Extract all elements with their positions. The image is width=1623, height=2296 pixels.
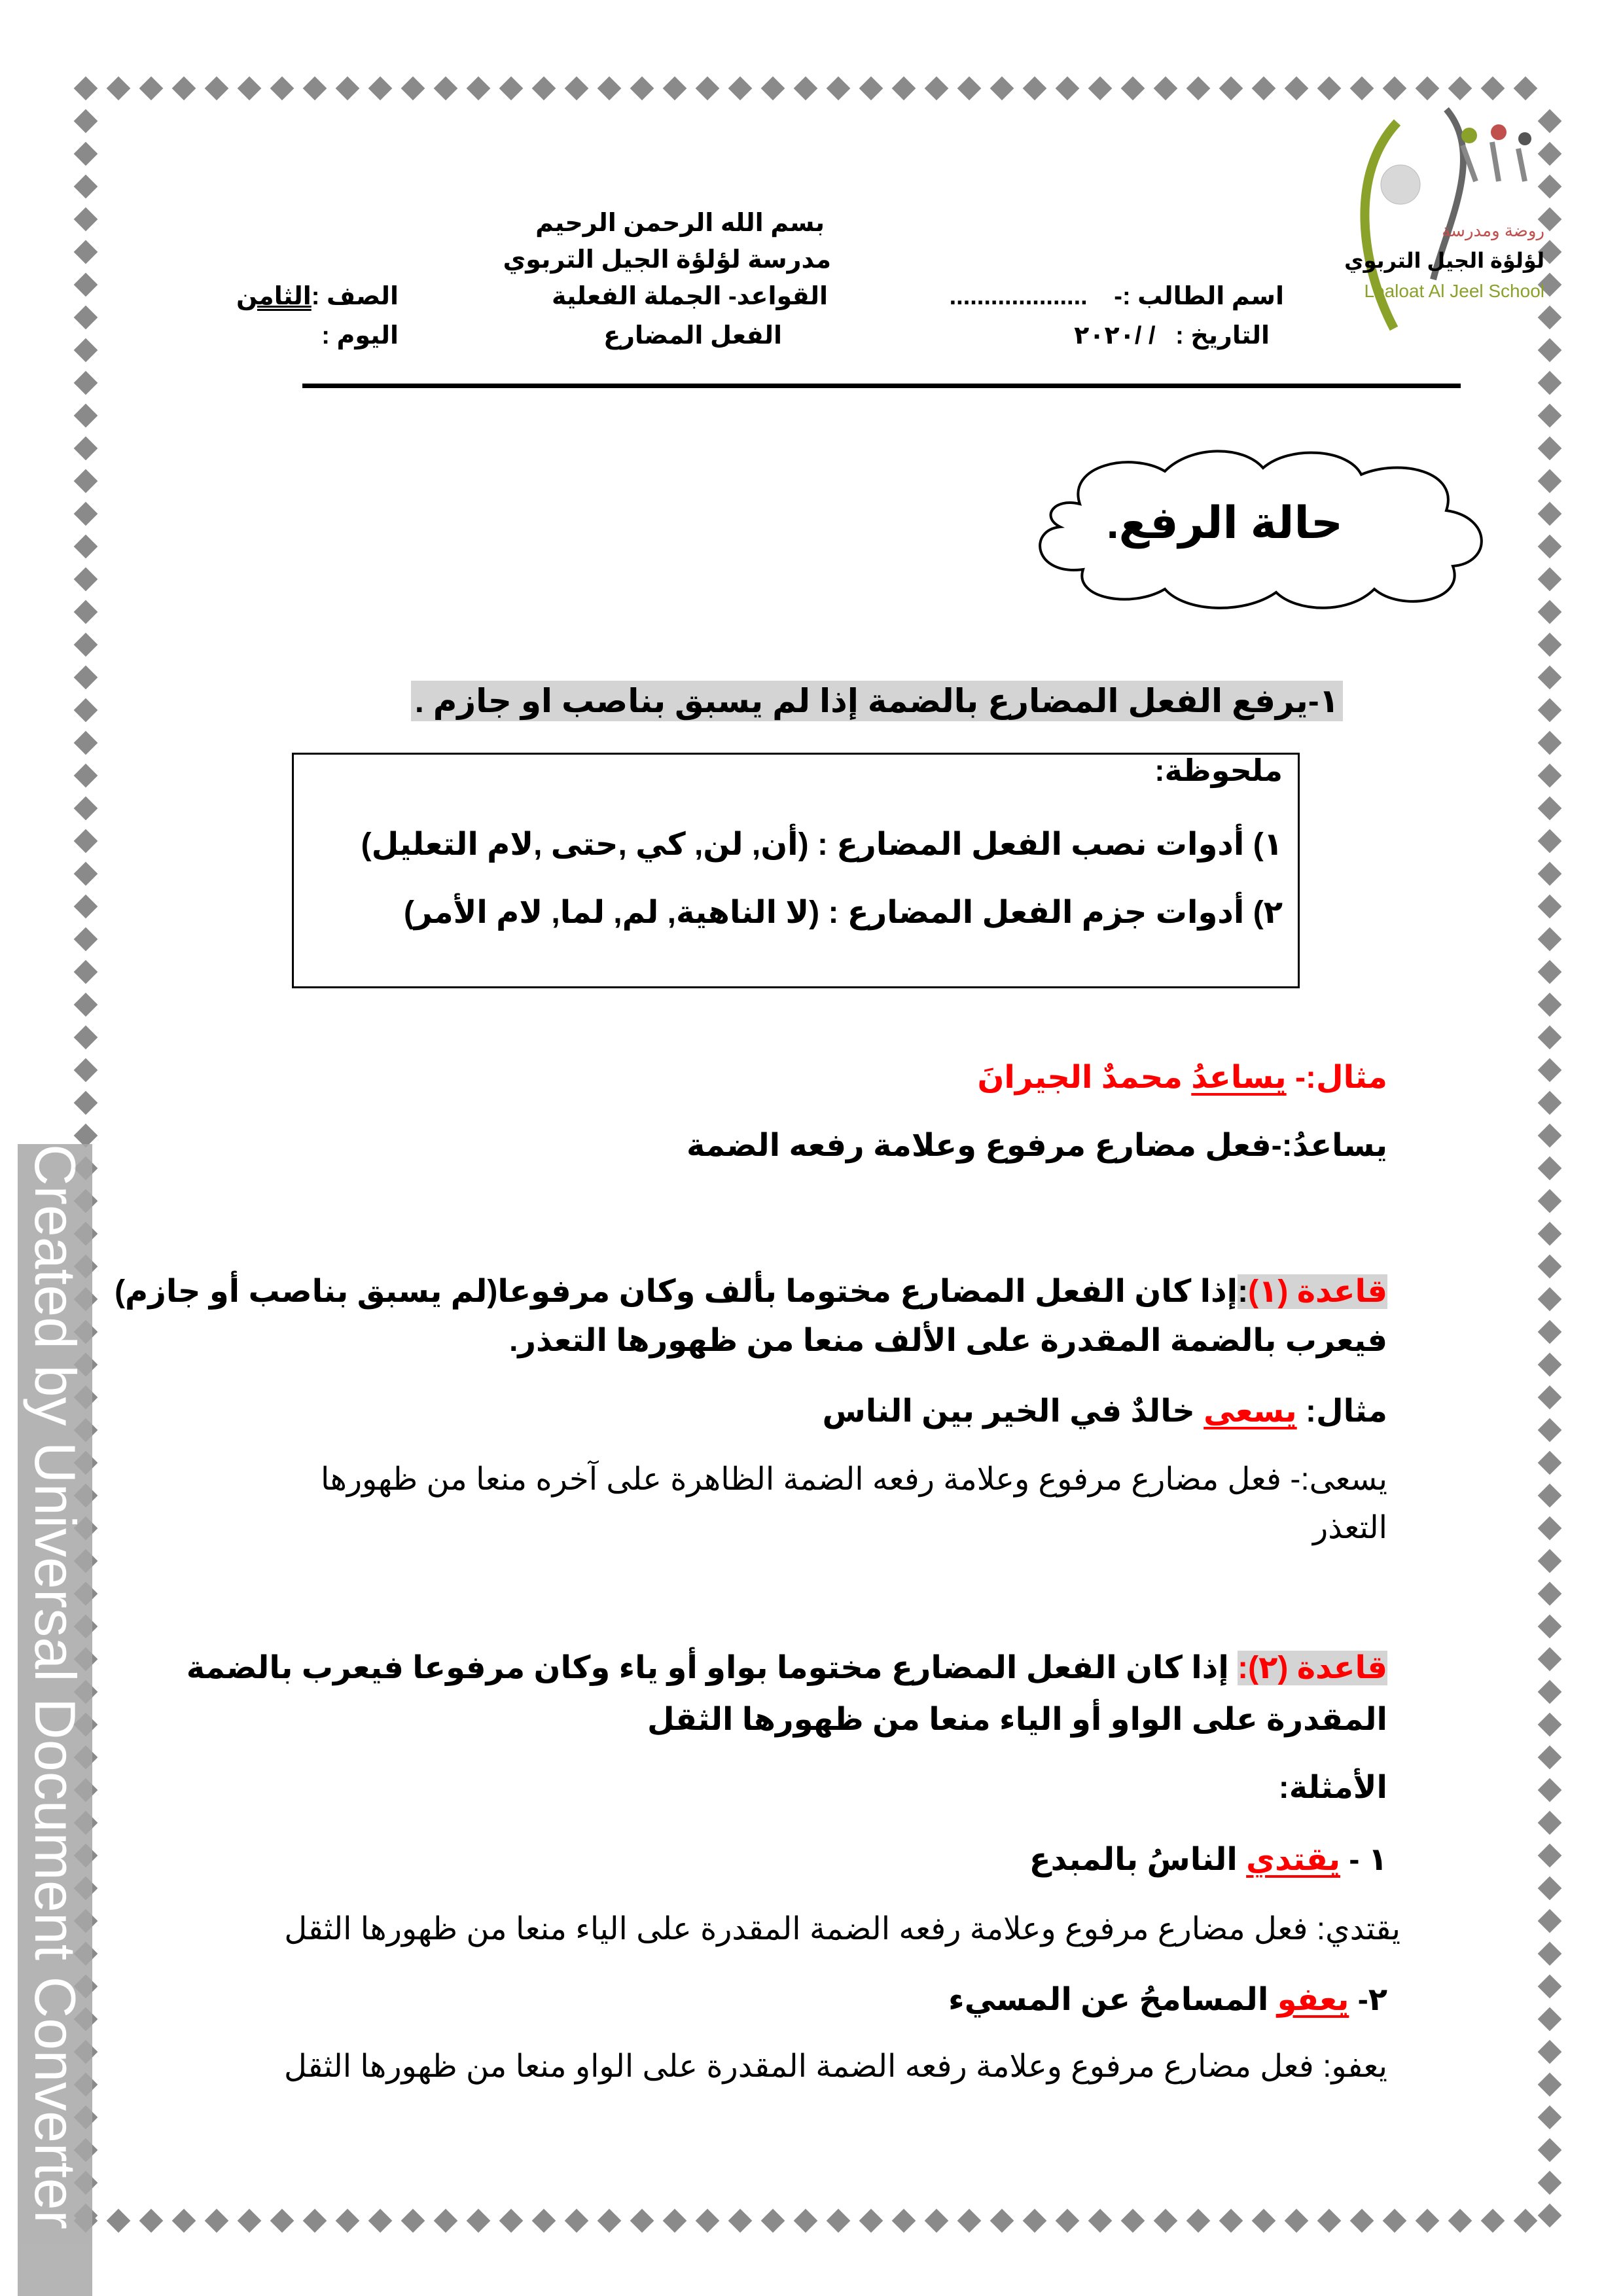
border-diamond-icon [401, 77, 425, 101]
student-name-field[interactable] [950, 281, 1284, 311]
note-item-2-value: (لا الناهية, لم, لما, لام الأمر) [404, 895, 820, 930]
rule-a-parse2: التعذر [1313, 1511, 1387, 1545]
border-diamond-icon [1088, 77, 1113, 101]
border-diamond-icon [1538, 1778, 1562, 1803]
border-diamond-icon [728, 2209, 753, 2233]
border-diamond-icon [1056, 2209, 1080, 2233]
rule-a-example-rest: خالدٌ في الخير بين الناس [822, 1394, 1204, 1429]
border-diamond-icon [1186, 2209, 1211, 2233]
school-logo [1335, 96, 1544, 332]
rule-b-label-text: قاعدة (٢) [1248, 1651, 1387, 1685]
border-diamond-icon [74, 502, 98, 526]
border-diamond-icon [1121, 77, 1145, 101]
example1-rest: محمدٌ الجيرانَ [977, 1060, 1192, 1095]
examples-title: الأمثلة: [1278, 1770, 1387, 1805]
border-diamond-icon [499, 2209, 524, 2233]
border-diamond-icon [303, 77, 327, 101]
border-diamond-icon [1056, 77, 1080, 101]
border-diamond-icon [1481, 2209, 1505, 2233]
border-diamond-icon [74, 829, 98, 853]
date-value: / /٢٠٢٠ [1074, 322, 1156, 350]
border-diamond-icon [74, 600, 98, 624]
border-diamond-icon [74, 273, 98, 297]
border-diamond-icon [74, 77, 98, 101]
rule-b-example-2 [948, 1981, 1387, 2018]
border-diamond-icon [1154, 77, 1178, 101]
border-diamond-icon [74, 764, 98, 788]
border-diamond-icon [74, 895, 98, 919]
border-diamond-icon [1538, 1386, 1562, 1410]
border-diamond-icon [467, 77, 491, 101]
border-diamond-icon [957, 77, 982, 101]
border-diamond-icon [1538, 2007, 1562, 2032]
border-diamond-icon [728, 77, 753, 101]
border-diamond-icon [1538, 2138, 1562, 2162]
border-diamond-icon [696, 77, 720, 101]
school-name: مدرسة لؤلؤة الجيل التربوي [503, 246, 831, 274]
border-diamond-icon [336, 2209, 360, 2233]
ex2-rest: المسامحُ عن المسيء [948, 1982, 1277, 2017]
border-diamond-icon [1538, 567, 1562, 592]
border-diamond-icon [1538, 1811, 1562, 1835]
basmala: بسم الله الرحمن الرحيم [535, 209, 825, 237]
border-diamond-icon [74, 207, 98, 232]
ex1-number: ١ - [1340, 1842, 1387, 1877]
border-diamond-icon [74, 567, 98, 592]
border-diamond-icon [74, 960, 98, 984]
rule-a-label [1238, 1274, 1387, 1309]
border-diamond-icon [990, 77, 1014, 101]
border-diamond-icon [74, 535, 98, 559]
logo-text-1: روضة ومدرسة [1442, 221, 1544, 240]
note-item-1 [361, 826, 1283, 863]
border-diamond-icon [761, 2209, 785, 2233]
border-diamond-icon [1219, 2209, 1243, 2233]
border-diamond-icon [794, 2209, 818, 2233]
border-diamond-icon [1383, 2209, 1407, 2233]
border-diamond-icon [597, 2209, 622, 2233]
border-diamond-icon [1023, 2209, 1047, 2233]
ex1-parse: يقتدي: فعل مضارع مرفوع وعلامة رفعه الضمة المقدرة على الياء منعا من ظهورها الثقل [284, 1912, 1400, 1946]
border-diamond-icon [1538, 502, 1562, 526]
border-diamond-icon [139, 77, 164, 101]
border-diamond-icon [1317, 2209, 1342, 2233]
border-diamond-icon [74, 993, 98, 1017]
border-diamond-icon [1538, 1189, 1562, 1213]
border-diamond-icon [1538, 1844, 1562, 1868]
border-diamond-icon [1538, 1320, 1562, 1344]
border-diamond-icon [1448, 2209, 1472, 2233]
border-diamond-icon [1023, 77, 1047, 101]
border-diamond-icon [1088, 2209, 1113, 2233]
border-diamond-icon [74, 731, 98, 755]
border-diamond-icon [1219, 77, 1243, 101]
watermark-text: Created by Universal Document Converter [23, 1144, 88, 2230]
border-diamond-icon [1538, 1091, 1562, 1115]
border-diamond-icon [532, 77, 556, 101]
border-diamond-icon [1285, 77, 1309, 101]
rule-a-parse1: يسعى:- فعل مضارع مرفوع وعلامة رفعه الضمة الظاهرة على آخره منعا من ظهورها [320, 1462, 1387, 1497]
border-diamond-icon [74, 797, 98, 821]
border-diamond-icon [1538, 1942, 1562, 1966]
ex2-parse: يعفو: فعل مضارع مرفوع وعلامة رفعه الضمة المقدرة على الواو منعا من ظهورها الثقل [284, 2049, 1387, 2084]
border-diamond-icon [74, 1091, 98, 1115]
border-diamond-icon [1538, 1680, 1562, 1704]
border-diamond-icon [499, 77, 524, 101]
border-diamond-icon [925, 2209, 949, 2233]
day-label: اليوم : [321, 322, 399, 350]
border-diamond-icon [1538, 2171, 1562, 2195]
border-diamond-icon [238, 2209, 262, 2233]
logo-text-latin: Loaloat Al Jeel School [1364, 281, 1544, 301]
grade-value: الثامن [236, 283, 312, 310]
border-diamond-icon [74, 109, 98, 134]
ex1-verb: يقتدي [1246, 1842, 1341, 1877]
border-diamond-icon [172, 77, 196, 101]
border-diamond-icon [1538, 1713, 1562, 1737]
grade-field [236, 281, 399, 311]
rule-a-colon: : [1238, 1274, 1249, 1309]
border-diamond-icon [1538, 1451, 1562, 1475]
note-item-2 [404, 894, 1283, 931]
rule-a-text1: إذا كان الفعل المضارع مختوما بألف وكان مرفوعا(لم يسبق بناصب أو جازم) [115, 1274, 1238, 1309]
note-title: ملحوظة: [1154, 753, 1283, 787]
border-diamond-icon [1285, 2209, 1309, 2233]
border-diamond-icon [1538, 1157, 1562, 1181]
student-name-label: اسم الطالب :- [1114, 283, 1284, 310]
border-diamond-icon [892, 77, 916, 101]
border-diamond-icon [303, 2209, 327, 2233]
example1-parse: يساعدُ:-فعل مضارع مرفوع وعلامة رفعه الضمة [687, 1128, 1387, 1163]
ex2-verb: يعفو [1277, 1982, 1349, 2017]
border-diamond-icon [761, 77, 785, 101]
ex2-number: ٢- [1349, 1982, 1387, 2017]
grade-label: الصف : [311, 283, 399, 310]
border-diamond-icon [270, 77, 294, 101]
border-diamond-icon [1538, 1222, 1562, 1246]
border-diamond-icon [336, 77, 360, 101]
border-diamond-icon [1350, 2209, 1374, 2233]
border-diamond-icon [696, 2209, 720, 2233]
border-diamond-icon [1538, 1909, 1562, 1933]
border-diamond-icon [74, 1026, 98, 1050]
rule-b-colon: : [1238, 1651, 1249, 1685]
border-diamond-icon [892, 2209, 916, 2233]
border-diamond-icon [1538, 1615, 1562, 1639]
rule-a-line1 [115, 1273, 1387, 1310]
border-diamond-icon [74, 666, 98, 690]
border-diamond-icon [1538, 993, 1562, 1017]
border-diamond-icon [1538, 829, 1562, 853]
rule-a-example [822, 1393, 1387, 1429]
border-diamond-icon [1538, 1484, 1562, 1508]
note-item-1-label: ١) أدوات نصب الفعل المضارع : [817, 827, 1283, 862]
border-diamond-icon [1538, 927, 1562, 952]
border-diamond-icon [107, 77, 131, 101]
rule-b-example-1 [1029, 1841, 1387, 1878]
border-diamond-icon [368, 2209, 393, 2233]
border-diamond-icon [630, 2209, 654, 2233]
border-diamond-icon [139, 2209, 164, 2233]
border-diamond-icon [1538, 862, 1562, 886]
rule-a-label-text: قاعدة (١) [1248, 1274, 1387, 1309]
date-label: التاريخ : [1175, 322, 1270, 350]
border-diamond-icon [74, 371, 98, 395]
border-diamond-icon [827, 77, 851, 101]
border-diamond-icon [1538, 535, 1562, 559]
border-diamond-icon [1538, 437, 1562, 461]
border-diamond-icon [74, 338, 98, 363]
border-diamond-icon [957, 2209, 982, 2233]
border-diamond-icon [1538, 1582, 1562, 1606]
border-diamond-icon [1121, 2209, 1145, 2233]
border-diamond-icon [1538, 1647, 1562, 1672]
rule-a-text2: فيعرب بالضمة المقدرة على الألف منعا من ظهورها التعذر. [509, 1323, 1387, 1358]
border-diamond-icon [1538, 600, 1562, 624]
border-diamond-icon [172, 2209, 196, 2233]
border-diamond-icon [1538, 698, 1562, 723]
border-diamond-icon [1538, 731, 1562, 755]
example1 [977, 1059, 1387, 1096]
border-diamond-icon [859, 77, 883, 101]
border-diamond-icon [1538, 633, 1562, 657]
border-diamond-icon [1538, 1418, 1562, 1443]
border-diamond-icon [1538, 666, 1562, 690]
border-diamond-icon [1538, 1124, 1562, 1148]
border-diamond-icon [434, 77, 458, 101]
border-diamond-icon [663, 2209, 687, 2233]
example1-verb: يساعدُ [1191, 1060, 1287, 1095]
border-diamond-icon [74, 175, 98, 199]
border-diamond-icon [1538, 895, 1562, 919]
border-diamond-icon [1538, 469, 1562, 493]
border-diamond-icon [1252, 2209, 1276, 2233]
border-diamond-icon [1416, 2209, 1440, 2233]
border-diamond-icon [74, 469, 98, 493]
border-diamond-icon [532, 2209, 556, 2233]
border-diamond-icon [565, 77, 589, 101]
border-diamond-icon [1538, 797, 1562, 821]
border-diamond-icon [1538, 1516, 1562, 1541]
border-diamond-icon [1538, 2106, 1562, 2130]
rule-b-text2: المقدرة على الواو أو الياء منعا من ظهورها الثقل [647, 1702, 1387, 1737]
rule-a-example-label: مثال: [1296, 1394, 1387, 1429]
border-diamond-icon [1538, 1255, 1562, 1279]
border-diamond-icon [205, 2209, 229, 2233]
cloud-title: حالة الرفع. [1106, 498, 1343, 548]
border-diamond-icon [74, 862, 98, 886]
border-diamond-icon [630, 77, 654, 101]
border-diamond-icon [1186, 77, 1211, 101]
border-diamond-icon [1538, 764, 1562, 788]
border-diamond-icon [1538, 338, 1562, 363]
border-diamond-icon [270, 2209, 294, 2233]
border-diamond-icon [434, 2209, 458, 2233]
border-diamond-icon [565, 2209, 589, 2233]
border-diamond-icon [925, 77, 949, 101]
border-diamond-icon [990, 2209, 1014, 2233]
border-diamond-icon [1538, 1746, 1562, 1770]
date-field[interactable] [1074, 321, 1270, 350]
border-diamond-icon [401, 2209, 425, 2233]
border-diamond-icon [1514, 2209, 1538, 2233]
note-item-2-label: ٢) أدوات جزم الفعل المضارع : [828, 895, 1283, 930]
rule-b-text1: إذا كان الفعل المضارع مختوما بواو أو ياء وكان مرفوعا فيعرب بالضمة [186, 1651, 1238, 1685]
border-diamond-icon [859, 2209, 883, 2233]
border-diamond-icon [205, 77, 229, 101]
header-divider [302, 384, 1461, 388]
rule-a-example-verb: يسعى [1204, 1394, 1297, 1429]
border-diamond-icon [107, 2209, 131, 2233]
border-diamond-icon [74, 306, 98, 330]
border-diamond-icon [663, 77, 687, 101]
border-diamond-icon [74, 404, 98, 428]
rule-b-label [1238, 1651, 1387, 1685]
ex1-rest: الناسُ بالمبدع [1029, 1842, 1247, 1877]
border-diamond-icon [368, 77, 393, 101]
rule-b-line1 [187, 1649, 1387, 1686]
student-name-value: .................... [949, 283, 1088, 310]
border-diamond-icon [1538, 1058, 1562, 1083]
border-diamond-icon [74, 437, 98, 461]
border-diamond-icon [74, 633, 98, 657]
note-item-1-value: (أن, لن, كي ,حتى ,لام التعليل) [361, 827, 809, 862]
border-diamond-icon [1538, 1975, 1562, 1999]
border-diamond-icon [1538, 404, 1562, 428]
subject: القواعد- الجملة الفعلية [551, 283, 828, 310]
border-diamond-icon [1538, 2204, 1562, 2228]
border-diamond-icon [1538, 1353, 1562, 1377]
border-diamond-icon [1538, 1876, 1562, 1901]
border-diamond-icon [794, 77, 818, 101]
border-diamond-icon [74, 927, 98, 952]
converter-watermark [18, 1144, 92, 2296]
logo-text-2: لؤلؤة الجيل التربوي [1344, 249, 1544, 272]
border-diamond-icon [74, 142, 98, 166]
border-diamond-icon [1154, 2209, 1178, 2233]
border-diamond-icon [827, 2209, 851, 2233]
border-diamond-icon [1538, 371, 1562, 395]
rule1-banner: ١-يرفع الفعل المضارع بالضمة إذا لم يسبق بناصب او جازم . [411, 681, 1343, 721]
border-diamond-icon [1538, 960, 1562, 984]
border-diamond-icon [74, 698, 98, 723]
border-diamond-icon [74, 240, 98, 264]
note-box [292, 753, 1300, 988]
border-diamond-icon [467, 2209, 491, 2233]
border-diamond-icon [597, 77, 622, 101]
border-diamond-icon [238, 77, 262, 101]
topic: الفعل المضارع [603, 322, 782, 350]
border-diamond-icon [1252, 77, 1276, 101]
border-diamond-icon [1538, 2073, 1562, 2097]
border-diamond-icon [1538, 1026, 1562, 1050]
border-diamond-icon [74, 1058, 98, 1083]
border-diamond-icon [1538, 1549, 1562, 1573]
example1-label: مثال:- [1286, 1060, 1387, 1095]
border-diamond-icon [1538, 1287, 1562, 1312]
border-diamond-icon [1538, 2040, 1562, 2064]
